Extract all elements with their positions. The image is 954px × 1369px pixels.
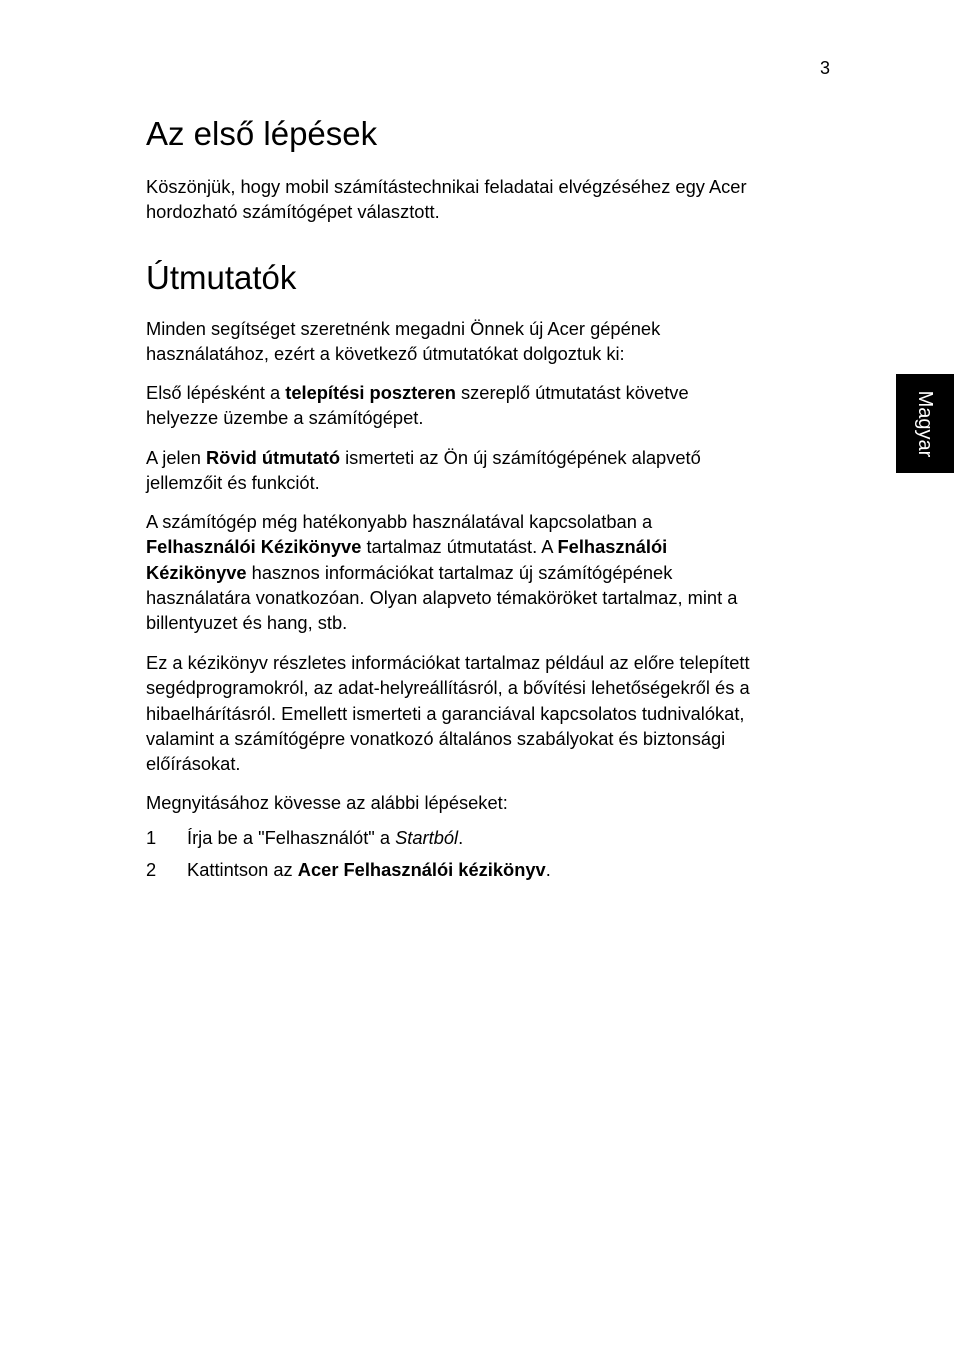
user-manual-term-2b: Kézikönyve bbox=[146, 561, 247, 583]
guides-p2-line-2: helyezze üzembe a számítógépet. bbox=[146, 407, 424, 429]
step-text bbox=[187, 825, 463, 850]
acer-user-manual-term: Acer Felhasználói kézikönyv bbox=[297, 859, 546, 880]
guides-paragraph-3 bbox=[146, 445, 836, 496]
language-tab-label: Magyar bbox=[914, 390, 936, 457]
setup-poster-term: telepítési poszteren bbox=[285, 382, 456, 403]
step-number: 2 bbox=[146, 859, 157, 880]
guides-p3-line-2: jellemzőit és funkciót. bbox=[146, 472, 320, 494]
guides-p5-line-3: hibaelhárításról. Emellett ismerteti a garanciával kapcsolatos tudnivalókat, bbox=[146, 702, 745, 724]
section-heading-guides: Útmutatók bbox=[146, 259, 297, 296]
guides-paragraph-6: Megnyitásához kövesse az alábbi lépéseket: bbox=[146, 792, 508, 813]
guides-paragraph-2 bbox=[146, 380, 836, 431]
intro-paragraph bbox=[146, 174, 836, 225]
page-number: 3 bbox=[819, 58, 830, 78]
guides-p1-line-2: használatához, ezért a következő útmutatókat dolgoztuk ki: bbox=[146, 343, 625, 365]
guides-p1-line-1: Minden segítséget szeretnénk megadni Önnek új Acer gépének bbox=[146, 318, 661, 339]
guides-p4-text: tartalmaz útmutatást. A bbox=[361, 536, 558, 558]
guides-p2-text-cont: szereplő útmutatást követve bbox=[455, 382, 689, 403]
guides-p5-line-5: előírásokat. bbox=[146, 753, 241, 775]
language-tab bbox=[896, 374, 954, 473]
guides-p4-text-cont: hasznos információkat tartalmaz új számítógépének bbox=[246, 561, 673, 583]
guides-paragraph-5 bbox=[146, 650, 836, 776]
guides-p4-line-1: A számítógép még hatékonyabb használatával kapcsolatban a bbox=[146, 511, 653, 532]
intro-line-2: hordozható számítógépet választott. bbox=[146, 201, 440, 223]
guides-p4-line-4: használatára vonatkozóan. Olyan alapveto témaköröket tartalmaz, mint a bbox=[146, 586, 738, 608]
intro-line-1: Köszönjük, hogy mobil számítástechnikai feladatai elvégzéséhez egy Acer bbox=[146, 176, 747, 197]
guides-p2-text: Első lépésként a bbox=[146, 382, 286, 403]
start-menu-term: Startból bbox=[395, 827, 459, 848]
guides-p3-text: A jelen bbox=[146, 447, 206, 468]
guides-p5-line-4: valamint a számítógépre vonatkozó általános szabályokat és biztonsági bbox=[146, 727, 726, 749]
guides-paragraph-4 bbox=[146, 509, 836, 635]
step-1-end: . bbox=[458, 827, 464, 848]
guides-p5-line-1: Ez a kézikönyv részletes információkat tartalmaz például az előre telepített bbox=[146, 652, 750, 673]
guides-p5-line-2: segédprogramokról, az adat-helyreállításról, a bővítési lehetőségekről és a bbox=[146, 677, 750, 699]
step-2-end: . bbox=[545, 859, 551, 880]
guides-p3-text-cont: ismerteti az Ön új számítógépének alapvető bbox=[340, 447, 701, 468]
step-number: 1 bbox=[146, 827, 157, 848]
step-1-text: Írja be a "Felhasználót" a bbox=[187, 827, 396, 848]
step-text bbox=[187, 857, 551, 882]
step-2-text: Kattintson az bbox=[187, 859, 298, 880]
user-manual-term-1: Felhasználói Kézikönyve bbox=[146, 536, 362, 558]
guides-p4-line-5: billentyuzet és hang, stb. bbox=[146, 612, 348, 634]
section-heading-first-steps: Az első lépések bbox=[146, 115, 378, 152]
user-manual-term-2a: Felhasználói bbox=[557, 536, 668, 558]
guides-paragraph-1 bbox=[146, 316, 836, 367]
quick-guide-term: Rövid útmutató bbox=[205, 447, 341, 468]
